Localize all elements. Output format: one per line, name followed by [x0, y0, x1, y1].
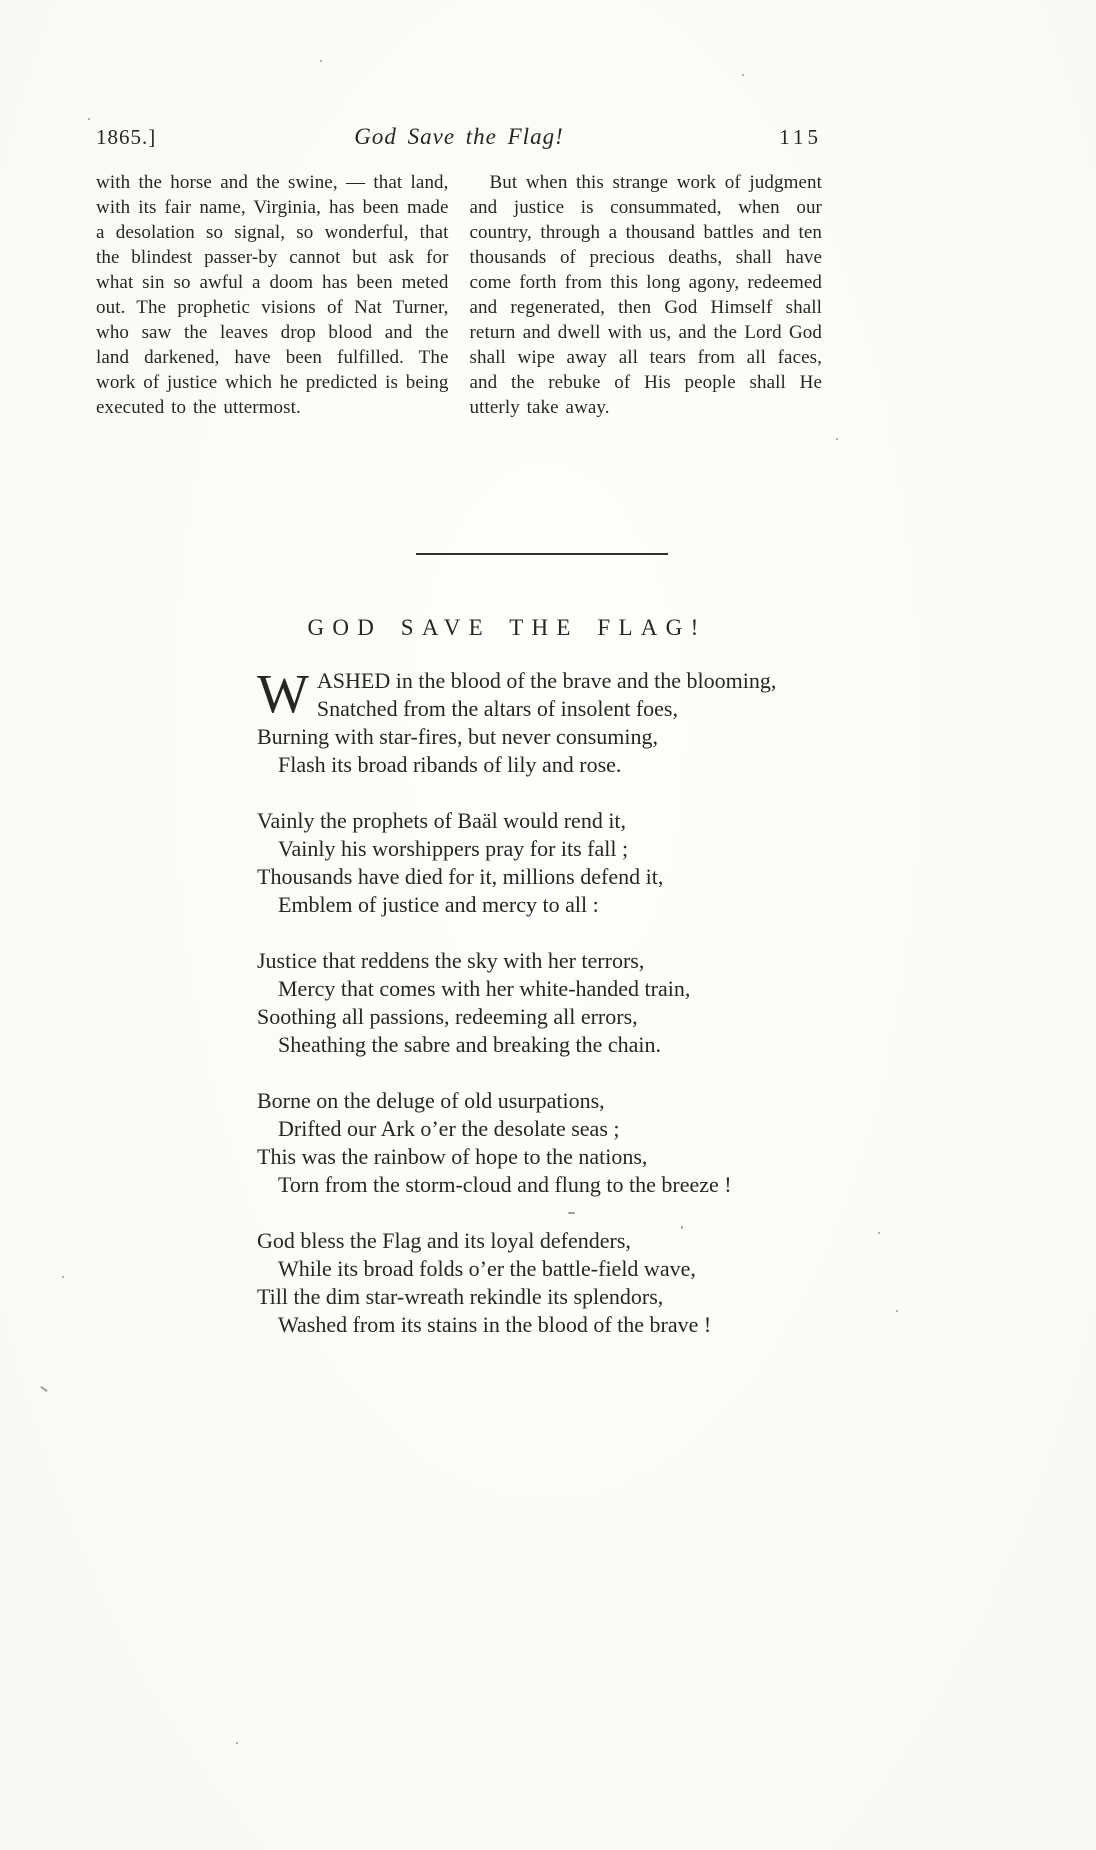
poem-line: Mercy that comes with her white-handed train, [278, 976, 691, 1001]
scan-speck [836, 438, 838, 440]
poem-line: Flash its broad ribands of lily and rose. [278, 752, 622, 777]
poem-line: Soothing all passions, redeeming all errors, [257, 1004, 638, 1029]
scan-speck [236, 1742, 238, 1744]
poem [257, 663, 1096, 1339]
poem-line: ASHED in the blood of the brave and the blooming, [316, 668, 777, 693]
scan-speck [896, 1310, 898, 1312]
two-column-article-end [96, 170, 822, 420]
scan-speck [878, 1232, 880, 1234]
poem-line: While its broad folds o’er the battle-field wave, [278, 1256, 696, 1281]
drop-cap-letter: W [257, 663, 309, 724]
poem-line: Torn from the storm-cloud and flung to the breeze ! [278, 1172, 732, 1197]
poem-title: GOD SAVE THE FLAG! [307, 615, 707, 640]
poem-line: Thousands have died for it, millions defend it, [257, 864, 664, 889]
poem-line: Drifted our Ark o’er the desolate seas ; [278, 1116, 620, 1141]
poem-stanza-5 [257, 1227, 1096, 1339]
scan-speck [88, 118, 90, 120]
poem-line: Sheathing the sabre and breaking the chain. [278, 1032, 662, 1057]
poem-line: Snatched from the altars of insolent foes, [316, 696, 678, 721]
scan-speck [62, 1276, 64, 1278]
poem-line: Washed from its stains in the blood of the brave ! [278, 1312, 712, 1337]
scan-speck [320, 60, 322, 62]
poem-stanza-1 [257, 663, 1096, 779]
scan-speck [40, 1386, 48, 1392]
header-running-title: God Save the Flag! [354, 124, 564, 149]
scan-speck [742, 74, 744, 76]
poem-line: Till the dim star-wreath rekindle its splendors, [257, 1284, 664, 1309]
poem-line: Vainly the prophets of Baäl would rend it, [257, 808, 627, 833]
poem-stanza-2 [257, 807, 1096, 919]
poem-line: Emblem of justice and mercy to all : [278, 892, 599, 917]
section-divider-rule [416, 553, 668, 555]
poem-line: Vainly his worshippers pray for its fall ; [278, 836, 629, 861]
page-header [96, 124, 822, 150]
poem-line: Borne on the deluge of old usurpations, [257, 1088, 605, 1113]
header-year: 1865.] [96, 125, 157, 149]
scan-speck [568, 1212, 575, 1214]
scan-speck [681, 1226, 683, 1229]
left-column-paragraph: with the horse and the swine, — that land, with its fair name, Virginia, has been made a desolation so signal, so wonderful, that the blindest passer-by cannot but ask for what sin so awful a doom has been meted out. The prophetic visions of Nat Turner, who saw the leaves drop blood and the land darkened, have been fulfilled. The work of justice which he predicted is being executed to the uttermost. [96, 172, 449, 418]
poem-line: God bless the Flag and its loyal defenders, [257, 1228, 631, 1253]
poem-line: Burning with star-fires, but never consuming, [257, 724, 658, 749]
poem-line: This was the rainbow of hope to the nations, [257, 1144, 648, 1169]
poem-stanza-3 [257, 947, 1096, 1059]
poem-stanza-4 [257, 1087, 1096, 1199]
poem-line: Justice that reddens the sky with her terrors, [257, 948, 645, 973]
header-page-number: 115 [779, 125, 822, 149]
right-column-paragraph: But when this strange work of judgment and justice is consummated, when our country, through a thousand battles and ten thousands of precious deaths, shall have come forth from this long agony, redeemed and regenerated, then God Himself shall return and dwell with us, and the Lord God shall wipe away all tears from all faces, and the rebuke of His people shall He utterly take away. [469, 172, 822, 418]
